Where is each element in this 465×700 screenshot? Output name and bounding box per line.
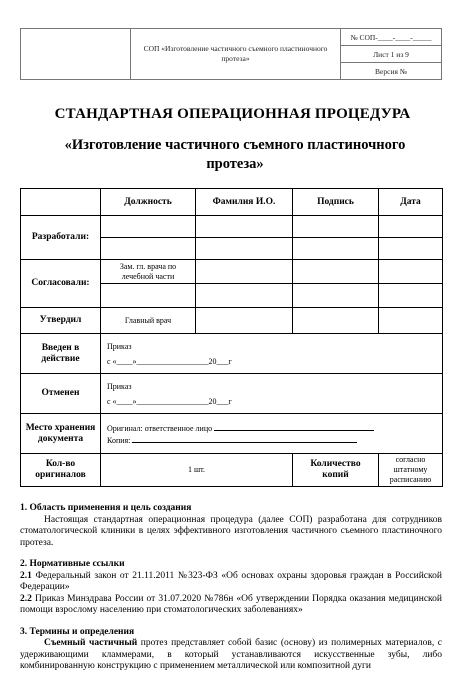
- effective-order: [101, 334, 443, 374]
- row-developed: Разработали:: [21, 216, 101, 260]
- original-blank: [214, 422, 374, 431]
- document-header: [20, 28, 442, 80]
- section-3-title: 3. Термины и определения: [20, 626, 135, 637]
- cell: [379, 238, 443, 260]
- cell: [379, 260, 443, 284]
- document-subtitle: «Изготовление частичного съемного пластиночного протеза»: [64, 137, 406, 172]
- copies-count-label: Количество копий: [293, 454, 379, 487]
- logo-cell: [21, 29, 131, 79]
- cell: [196, 260, 293, 284]
- cell: [293, 308, 379, 334]
- agreed-position: Зам. гл. врача по лечебной части: [101, 260, 196, 284]
- order-label: Приказ: [107, 381, 132, 391]
- approval-table: [20, 188, 443, 487]
- cell: [196, 216, 293, 238]
- row-agreed: Согласовали:: [21, 260, 101, 308]
- cell: [379, 284, 443, 308]
- original-label: Оригинал: ответственное лицо: [107, 423, 213, 433]
- cell: [293, 260, 379, 284]
- term: Съемный частичный: [44, 638, 138, 648]
- col-signature: Подпись: [293, 189, 379, 216]
- cell: [101, 216, 196, 238]
- document-body: [20, 503, 442, 673]
- row-originals-count: Кол-во оригиналов: [21, 454, 101, 487]
- sop-number: № СОП-____-____-_____: [341, 29, 441, 46]
- originals-count: 1 шт.: [101, 454, 293, 487]
- copy-blank: [132, 434, 357, 443]
- cell: [196, 238, 293, 260]
- term-definition: протез представляет собой базис (основу) из полимерных материалов, с удерживающими кламмерами, в который устанавливаются искусственные зубы, либо комбинированную конструкцию с применением металлической или композитной дуги: [20, 638, 442, 671]
- order-date-line: с «____»__________________20___г: [107, 396, 232, 406]
- section-3-text: [20, 638, 442, 673]
- cell: [196, 284, 293, 308]
- row-effective: Введен в действие: [21, 334, 101, 374]
- section-2-item-2: [20, 594, 442, 617]
- cell: [293, 238, 379, 260]
- cell: [101, 284, 196, 308]
- order-date-line: с «____»__________________20___г: [107, 356, 232, 366]
- header-doc-name: СОП «Изготовление частичного съемного пластиночного протеза»: [131, 29, 341, 79]
- cell: [196, 308, 293, 334]
- original-line: [107, 422, 439, 434]
- item-number: 2.1: [20, 570, 32, 581]
- col-date: Дата: [379, 189, 443, 216]
- document-title: СТАНДАРТНАЯ ОПЕРАЦИОННАЯ ПРОЦЕДУРА: [54, 106, 411, 122]
- cell: [379, 216, 443, 238]
- section-2-item-1: [20, 571, 442, 594]
- section-2-title: 2. Нормативные ссылки: [20, 559, 125, 569]
- row-cancelled: Отменен: [21, 374, 101, 414]
- row-storage: Место хранения документа: [21, 414, 101, 454]
- item-number: 2.2: [20, 593, 32, 604]
- storage-info: [101, 414, 443, 454]
- cell: [293, 284, 379, 308]
- approved-position: Главный врач: [101, 308, 196, 334]
- version-number: Версия №: [375, 66, 407, 76]
- copies-count: согласно штатному расписанию: [379, 454, 443, 487]
- col-position: Должность: [101, 189, 196, 216]
- cell: [293, 216, 379, 238]
- row-approved: Утвердил: [21, 308, 101, 334]
- cell: [379, 308, 443, 334]
- cancel-order: [101, 374, 443, 414]
- copy-label: Копия:: [107, 435, 131, 445]
- order-label: Приказ: [107, 341, 132, 351]
- cell: [101, 238, 196, 260]
- copy-line: [107, 434, 439, 446]
- section-1-title: 1. Область применения и цель создания: [20, 503, 192, 513]
- header-meta: [341, 29, 441, 79]
- section-1-text: Настоящая стандартная операционная процедура (далее СОП) разработана для сотрудников стоматологической клиники в целях эффективного изготовления частичного съемного пластиночного протеза.: [20, 514, 442, 548]
- col-name: Фамилия И.О.: [196, 189, 293, 216]
- item-text: Федеральный закон от 21.11.2011 №323-ФЗ «Об основах охраны здоровья граждан в Российской Федерации»: [20, 570, 442, 592]
- item-text: Приказ Минздрава России от 31.07.2020 №786н «Об утверждении Порядка оказания медицинской помощи взрослому населению при стоматологических заболеваниях»: [20, 593, 442, 615]
- sheet-number: Лист 1 из 9: [341, 46, 441, 63]
- empty-header-cell: [21, 189, 101, 216]
